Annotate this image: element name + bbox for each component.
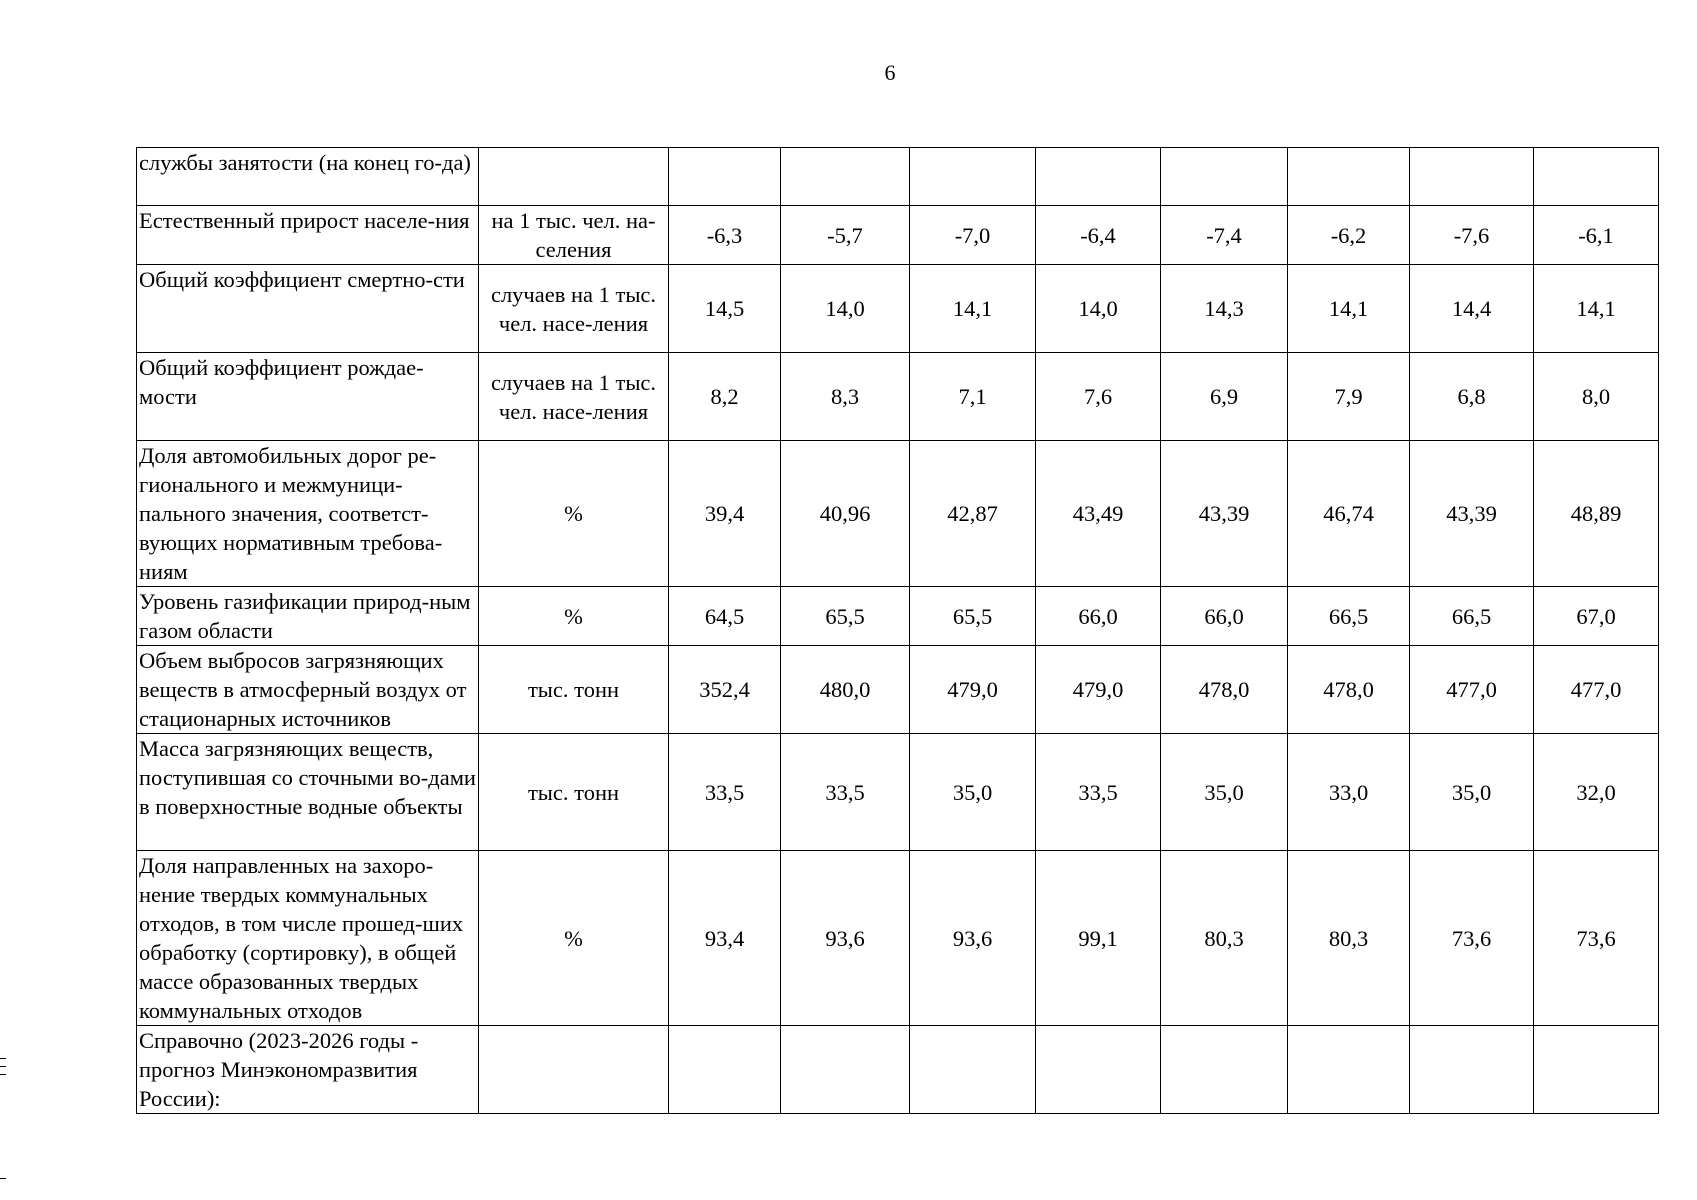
- value-cell: 65,5: [781, 587, 910, 646]
- value-cell: [1534, 148, 1659, 206]
- value-cell: [1410, 148, 1534, 206]
- value-cell: -5,7: [781, 206, 910, 265]
- table-row: [137, 148, 1659, 206]
- unit-cell: случаев на 1 тыс. чел. насе-ления: [479, 353, 669, 441]
- value-cell: 477,0: [1534, 646, 1659, 734]
- value-cell: [1161, 1026, 1288, 1114]
- value-cell: -6,4: [1036, 206, 1161, 265]
- value-cell: 66,5: [1410, 587, 1534, 646]
- unit-cell: %: [479, 441, 669, 587]
- value-cell: [1288, 1026, 1410, 1114]
- indicators-table: [136, 147, 1659, 1114]
- value-cell: [910, 1026, 1036, 1114]
- value-cell: 480,0: [781, 646, 910, 734]
- value-cell: 65,5: [910, 587, 1036, 646]
- value-cell: -6,3: [669, 206, 781, 265]
- value-cell: 33,5: [669, 734, 781, 851]
- value-cell: 93,6: [910, 851, 1036, 1026]
- value-cell: 46,74: [1288, 441, 1410, 587]
- value-cell: 33,0: [1288, 734, 1410, 851]
- value-cell: 80,3: [1161, 851, 1288, 1026]
- value-cell: 14,5: [669, 265, 781, 353]
- value-cell: -7,6: [1410, 206, 1534, 265]
- value-cell: 35,0: [910, 734, 1036, 851]
- table-row: [137, 1026, 1659, 1114]
- table-row: [137, 646, 1659, 734]
- indicator-name-cell: службы занятости (на конец го-да): [137, 148, 479, 206]
- table-row: [137, 734, 1659, 851]
- value-cell: 8,3: [781, 353, 910, 441]
- value-cell: 7,9: [1288, 353, 1410, 441]
- value-cell: [1288, 148, 1410, 206]
- value-cell: 477,0: [1410, 646, 1534, 734]
- unit-cell: на 1 тыс. чел. на-селения: [479, 206, 669, 265]
- value-cell: 67,0: [1534, 587, 1659, 646]
- value-cell: 35,0: [1410, 734, 1534, 851]
- unit-cell: [479, 1026, 669, 1114]
- unit-cell: тыс. тонн: [479, 734, 669, 851]
- value-cell: 14,0: [781, 265, 910, 353]
- value-cell: 33,5: [781, 734, 910, 851]
- value-cell: [781, 148, 910, 206]
- table-row: [137, 441, 1659, 587]
- value-cell: 80,3: [1288, 851, 1410, 1026]
- value-cell: 66,0: [1161, 587, 1288, 646]
- indicator-name-cell: Доля направленных на захоро-нение твердых коммунальных отходов, в том числе прошед-ших обработку (сортировку), в общей массе образованных твердых коммунальных отходов: [137, 851, 479, 1026]
- value-cell: 479,0: [910, 646, 1036, 734]
- table-row: [137, 851, 1659, 1026]
- value-cell: 8,0: [1534, 353, 1659, 441]
- indicator-name-cell: Уровень газификации природ-ным газом области: [137, 587, 479, 646]
- value-cell: 66,5: [1288, 587, 1410, 646]
- value-cell: 14,3: [1161, 265, 1288, 353]
- indicator-name-cell: Общий коэффициент рождае-мости: [137, 353, 479, 441]
- indicator-name-cell: Масса загрязняющих веществ, поступившая со сточными во-дами в поверхностные водные объекты: [137, 734, 479, 851]
- value-cell: 99,1: [1036, 851, 1161, 1026]
- value-cell: 14,1: [910, 265, 1036, 353]
- table-row: [137, 206, 1659, 265]
- value-cell: 352,4: [669, 646, 781, 734]
- table-row: [137, 353, 1659, 441]
- value-cell: 478,0: [1161, 646, 1288, 734]
- value-cell: [910, 148, 1036, 206]
- value-cell: 7,6: [1036, 353, 1161, 441]
- value-cell: [1036, 1026, 1161, 1114]
- value-cell: [781, 1026, 910, 1114]
- value-cell: 42,87: [910, 441, 1036, 587]
- value-cell: -7,4: [1161, 206, 1288, 265]
- unit-cell: [479, 148, 669, 206]
- value-cell: -6,1: [1534, 206, 1659, 265]
- value-cell: 32,0: [1534, 734, 1659, 851]
- unit-cell: тыс. тонн: [479, 646, 669, 734]
- value-cell: 40,96: [781, 441, 910, 587]
- value-cell: 66,0: [1036, 587, 1161, 646]
- indicator-name-cell: Объем выбросов загрязняющих веществ в атмосферный воздух от стационарных источников: [137, 646, 479, 734]
- unit-cell: случаев на 1 тыс. чел. насе-ления: [479, 265, 669, 353]
- value-cell: 14,1: [1534, 265, 1659, 353]
- table-row: [137, 587, 1659, 646]
- margin-mark: [0, 1178, 6, 1179]
- indicator-name-cell: Справочно (2023-2026 годы - прогноз Минэкономразвития России):: [137, 1026, 479, 1114]
- value-cell: 7,1: [910, 353, 1036, 441]
- margin-mark: [0, 1074, 6, 1075]
- value-cell: 14,4: [1410, 265, 1534, 353]
- value-cell: [1161, 148, 1288, 206]
- value-cell: 43,39: [1161, 441, 1288, 587]
- value-cell: 43,49: [1036, 441, 1161, 587]
- value-cell: 478,0: [1288, 646, 1410, 734]
- value-cell: 64,5: [669, 587, 781, 646]
- value-cell: 39,4: [669, 441, 781, 587]
- value-cell: 35,0: [1161, 734, 1288, 851]
- unit-cell: %: [479, 851, 669, 1026]
- value-cell: 93,4: [669, 851, 781, 1026]
- margin-mark: [0, 1066, 6, 1067]
- indicator-name-cell: Доля автомобильных дорог ре-гионального и межмуници-пального значения, соответст-вующих нормативным требова-ниям: [137, 441, 479, 587]
- value-cell: -6,2: [1288, 206, 1410, 265]
- value-cell: 73,6: [1534, 851, 1659, 1026]
- value-cell: 8,2: [669, 353, 781, 441]
- page-number: 6: [884, 60, 896, 85]
- value-cell: 14,1: [1288, 265, 1410, 353]
- indicator-name-cell: Естественный прирост населе-ния: [137, 206, 479, 265]
- value-cell: 479,0: [1036, 646, 1161, 734]
- indicator-name-cell: Общий коэффициент смертно-сти: [137, 265, 479, 353]
- value-cell: [1036, 148, 1161, 206]
- value-cell: -7,0: [910, 206, 1036, 265]
- value-cell: 93,6: [781, 851, 910, 1026]
- value-cell: 6,9: [1161, 353, 1288, 441]
- table-row: [137, 265, 1659, 353]
- value-cell: 43,39: [1410, 441, 1534, 587]
- value-cell: [1410, 1026, 1534, 1114]
- margin-mark: [0, 1058, 6, 1059]
- value-cell: [669, 148, 781, 206]
- value-cell: 48,89: [1534, 441, 1659, 587]
- value-cell: 73,6: [1410, 851, 1534, 1026]
- value-cell: [669, 1026, 781, 1114]
- value-cell: 6,8: [1410, 353, 1534, 441]
- indicators-table-container: [136, 147, 1658, 1114]
- value-cell: 14,0: [1036, 265, 1161, 353]
- value-cell: 33,5: [1036, 734, 1161, 851]
- table-body: [137, 148, 1659, 1114]
- value-cell: [1534, 1026, 1659, 1114]
- unit-cell: %: [479, 587, 669, 646]
